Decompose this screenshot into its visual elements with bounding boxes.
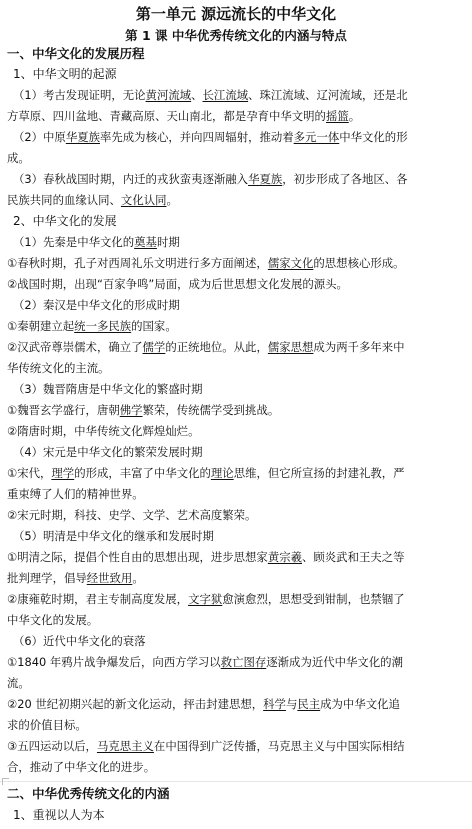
modern-item-3-cont: 合，推动了中华文化的进步。 [7,760,156,774]
text-run: ①宋代， [7,466,52,480]
text-run: 成为中华文化追 [320,697,400,711]
keyword-huaxia: 华夏族 [65,130,100,144]
text-run: 的正统地位。从此， [165,340,268,354]
song-yuan-item-1-cont: 重束缚了人们的精神世界。 [7,487,144,501]
text-run: 、 [191,88,203,102]
text-run: 的形成，丰富了中华文化的 [74,466,211,480]
text-run: 繁荣，传统儒学受到挑战。 [142,403,280,417]
wei-jin-item-2: ②隋唐时期，中华传统文化辉煌灿烂。 [7,424,200,438]
text-run: ①春秋时期，孔子对西周礼乐文明进行多方面阐述， [7,256,268,270]
qin-han-item-1 [7,316,465,336]
keyword-marxism: 马克思主义 [96,739,154,753]
song-yuan-item-1 [7,463,465,483]
text-run: 愈演愈烈，思想受到钳制，也禁锢了 [222,592,405,606]
period-modern: （6）近代中华文化的衰落 [13,634,146,648]
keyword-unified-multiethnic: 统一多民族 [74,319,132,333]
text-run: 率先成为核心，并向四周辐射，推动着 [100,130,294,144]
pre-qin-item-1 [7,253,465,273]
keyword-yangtze-river: 长江流域 [202,88,249,102]
text-run: 、顾炎武和王夫之等 [302,550,405,564]
keyword-huaxia: 华夏族 [248,172,283,186]
paragraph-origin-2 [7,127,471,147]
text-run: ②20 世纪初期兴起的新文化运动，抨击封建思想， [7,697,264,711]
keyword-confucian-thought: 儒家思想 [267,340,314,354]
song-yuan-item-2: ②宋元时期，科技、史学、文学、艺术高度繁荣。 [7,508,257,522]
lesson-title: 第 1 课 中华优秀传统文化的内涵与特点 [125,28,347,43]
modern-item-2-cont: 求的价值目标。 [7,718,87,732]
wei-jin-item-1 [7,400,465,420]
page-divider [0,781,472,782]
text-run: 与 [285,697,298,711]
text-run: 。 [132,571,144,585]
keyword-huang-zongxi: 黄宗羲 [267,550,302,564]
unit-title: 第一单元 源远流长的中华文化 [135,5,337,23]
modern-item-1 [7,652,465,672]
text-run: ①明清之际，提倡个性自由的思想出现，进步思想家 [7,550,268,564]
pre-qin-item-2: ②战国时期，出现“百家争鸣”局面，成为后世思想文化发展的源头。 [7,277,348,291]
keyword-buddhism: 佛学 [119,403,143,417]
text-run: （1）先秦是中华文化的 [13,235,135,249]
paragraph-origin-1 [7,85,471,105]
keyword-national-salvation: 救亡图存 [220,655,267,669]
text-run: 时期 [156,235,180,249]
text-run: ①秦朝建立起 [7,319,75,333]
text-run: ②汉武帝尊崇儒术，确立了 [7,340,143,354]
section-heading-connotation: 二、中华优秀传统文化的内涵 [7,786,170,801]
keyword-literary-inquisition: 文字狱 [188,592,223,606]
subheading-development: 2、中华文化的发展 [13,214,117,228]
subheading-origin: 1、中华文明的起源 [13,67,117,81]
text-run: ①1840 年鸦片战争爆发后，向西方学习以 [7,655,221,669]
keyword-cultural-identity: 文化认同 [120,193,167,207]
text-run: （2）中原 [13,130,66,144]
ming-qing-item-1 [7,547,465,567]
text-run: 的国家。 [131,319,177,333]
period-pre-qin [7,232,471,252]
keyword-democracy: 民主 [297,697,321,711]
text-run: 思维，但它所宣扬的封建礼教，严 [233,466,405,480]
qin-han-item-2 [7,337,465,357]
text-run: （3）春秋战国时期，内迁的戎狄蛮夷逐渐融入 [13,172,249,186]
text-run: ①魏晋玄学盛行，唐朝 [7,403,120,417]
text-run: （1）考古发现证明，无论 [13,88,146,102]
text-run: 在中国得到广泛传播，马克思主义与中国实际相结 [153,739,405,753]
keyword-science: 科学 [263,697,286,711]
ming-qing-item-2-cont: 中华文化的发展。 [7,613,99,627]
keyword-cradle: 摇篮 [325,109,349,123]
text-run: 。 [348,109,361,123]
text-run: 、珠江流域、辽河流域，还是北 [248,88,408,102]
paragraph-origin-2-cont: 成。 [7,151,30,165]
section-heading-development: 一、中华文化的发展历程 [7,46,145,61]
period-wei-jin-sui-tang: （3）魏晋隋唐是中华文化的繁盛时期 [13,382,203,396]
paragraph-origin-3-cont [7,190,465,210]
keyword-foundation: 奠基 [134,235,157,249]
period-song-yuan: （4）宋元是中华文化的繁荣发展时期 [13,445,203,459]
text-run: 成为两千多年来中 [313,340,405,354]
text-run: ③五四运动以后， [7,739,97,753]
qin-han-item-2-cont: 华传统文化的主流。 [7,361,110,375]
keyword-neo-confucianism: 理学 [51,466,75,480]
text-run: 逐渐成为近代中华文化的潮 [266,655,403,669]
keyword-confucianism: 儒学 [142,340,166,354]
text-run: 批判理学，倡导 [7,571,87,585]
subheading-people-oriented: 1、重视以人为本 [13,808,105,822]
keyword-practical-statecraft: 经世致用 [86,571,133,585]
text-run: 中华文化的形 [339,130,408,144]
paragraph-origin-3 [7,169,471,189]
text-run: 方草原、四川盆地、青藏高原、天山南北，都是孕育中华文明的 [7,109,326,123]
modern-item-3 [7,736,465,756]
text-run: 。 [166,193,178,207]
keyword-pluralistic-unity: 多元一体 [293,130,340,144]
period-ming-qing: （5）明清是中华文化的继承和发展时期 [13,529,214,543]
ming-qing-item-1-cont [7,568,465,588]
keyword-theory: 理论 [210,466,234,480]
text-run: 的思想核心形成。 [313,256,405,270]
modern-item-2 [7,694,465,714]
modern-item-1-cont: 流。 [7,676,30,690]
keyword-yellow-river: 黄河流域 [145,88,192,102]
paragraph-origin-1-cont [7,106,465,126]
text-run: ②康雍乾时期，君主专制高度发展， [7,592,189,606]
keyword-confucian-culture: 儒家文化 [267,256,314,270]
period-qin-han: （2）秦汉是中华文化的形成时期 [13,298,180,312]
text-run: ，初步形成了各地区、各 [282,172,408,186]
ming-qing-item-2 [7,589,465,609]
text-run: 民族共同的血缘认同、 [7,193,121,207]
